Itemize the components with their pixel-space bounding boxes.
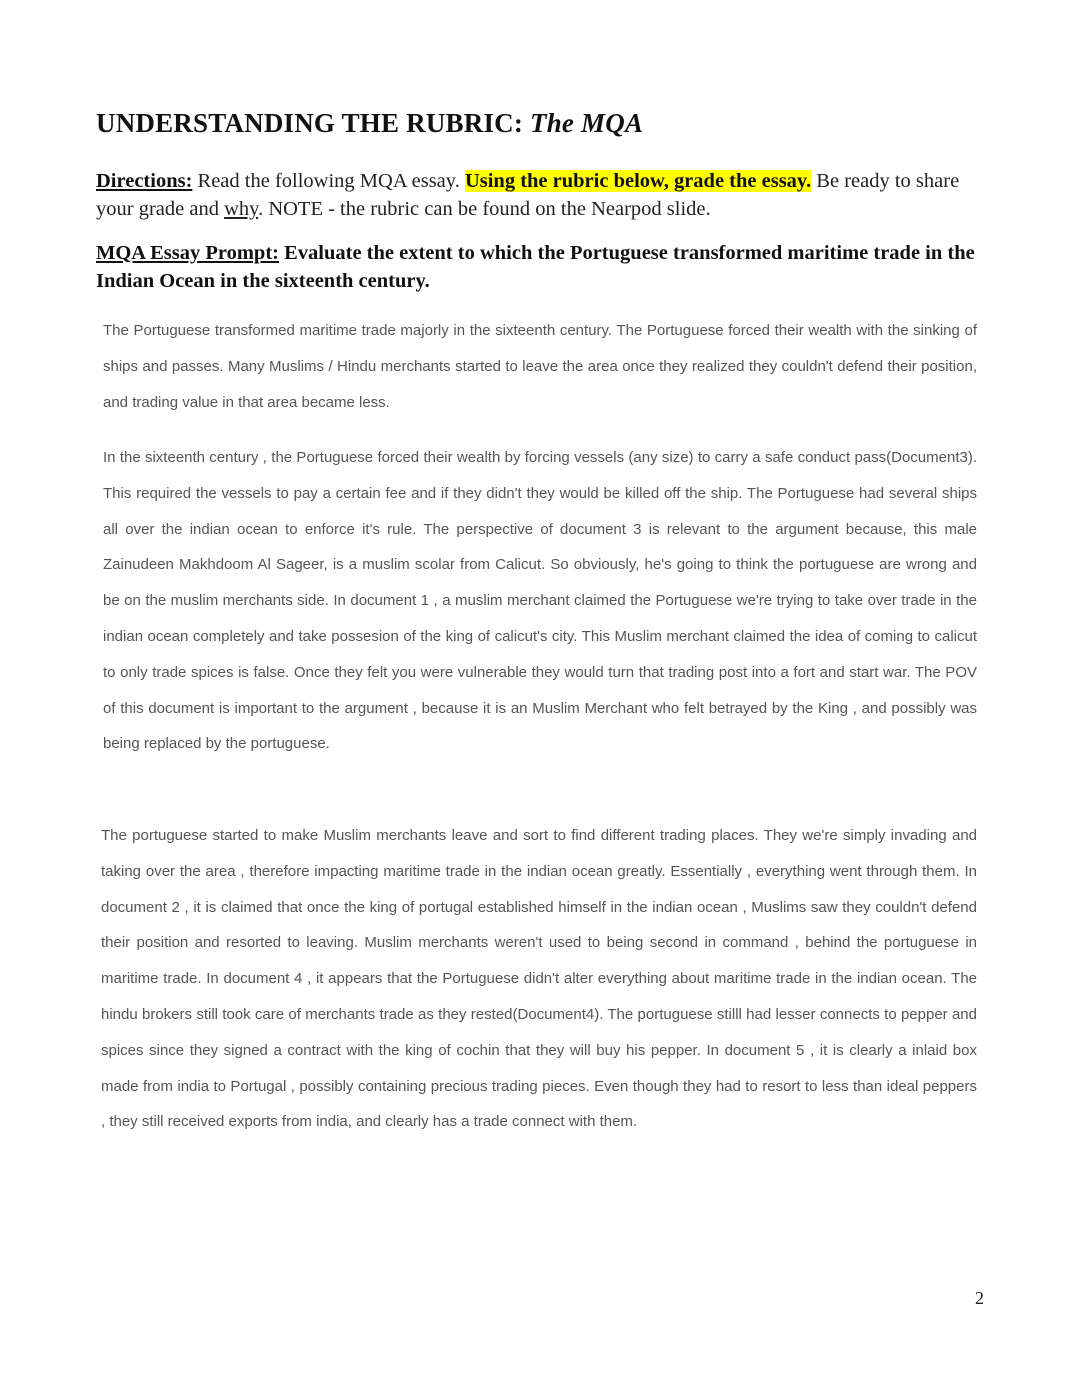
prompt-text: Evaluate the extent to which the Portuguese transformed maritime trade in the Indian Ocean in the sixteenth century. <box>96 242 975 292</box>
page-title <box>96 108 643 139</box>
title-italic: The MQA <box>530 108 644 138</box>
essay-paragraph-1: The Portuguese transformed maritime trade majorly in the sixteenth century. The Portuguese forced their wealth with the sinking of ships and passes. Many Muslims / Hindu merchants started to leave the area once they realized they couldn't defend their position, and trading value in that area became less. <box>103 322 977 411</box>
directions-highlight: Using the rubric below, grade the essay. <box>464 170 812 192</box>
essay-paragraph-3: The portuguese started to make Muslim merchants leave and sort to find different trading places. They we're simply invading and taking over the area , therefore impacting maritime trade in the indian ocean greatly. Essentially , everything went through them. In document 2 , it is claimed that once the king of portugal established himself in the indian ocean , Muslims saw they couldn't defend their position and resorted to leaving. Muslim merchants weren't used to being second in command , behind the portuguese in maritime trade. In document 4 , it appears that the Portuguese didn't alter everything about maritime trade in the indian ocean. The hindu brokers still took care of merchants trade as they rested(Document4). The portuguese stilll had lesser connects to pepper and spices since they signed a contract with the king of cochin that they will buy his pepper. In document 5 , it is clearly a inlaid box made from india to Portugal , possibly containing precious trading pieces. Even though they had to resort to less than ideal peppers , they still received exports from india, and clearly has a trade connect with them. <box>101 827 977 1131</box>
directions-label: Directions: <box>96 170 193 192</box>
directions-paragraph <box>96 167 986 223</box>
page-number: 2 <box>975 1288 984 1308</box>
prompt-label: MQA Essay Prompt: <box>96 242 279 264</box>
directions-text-before: Read the following MQA essay. <box>192 170 465 192</box>
directions-text-after-2: . NOTE - the rubric can be found on the Nearpod slide. <box>258 198 711 220</box>
directions-text-after-1: Be ready to share your grade and <box>96 170 960 220</box>
essay-paragraph-2: In the sixteenth century , the Portuguese forced their wealth by forcing vessels (any size) to carry a safe conduct pass(Document3). This required the vessels to pay a certain fee and if they didn't they would be killed off the ship. The Portuguese had several ships all over the indian ocean to enforce it's rule. The perspective of document 3 is relevant to the argument because, this male Zainudeen Makhdoom Al Sageer, is a muslim scolar from Calicut. So obviously, he's going to think the portuguese are wrong and be on the muslim merchants side. In document 1 , a muslim merchant claimed the Portuguese we're trying to take over trade in the indian ocean completely and take possesion of the king of calicut's city. This Muslim merchant claimed the idea of coming to calicut to only trade spices is false. Once they felt you were vulnerable they would turn that trading post into a fort and start war. The POV of this document is important to the argument , because it is an Muslim Merchant who felt betrayed by the King , and possibly was being replaced by the portuguese. <box>103 449 977 753</box>
directions-underlined-word: why <box>224 198 259 220</box>
essay-prompt <box>96 239 986 295</box>
title-main: UNDERSTANDING THE RUBRIC: <box>96 108 531 138</box>
